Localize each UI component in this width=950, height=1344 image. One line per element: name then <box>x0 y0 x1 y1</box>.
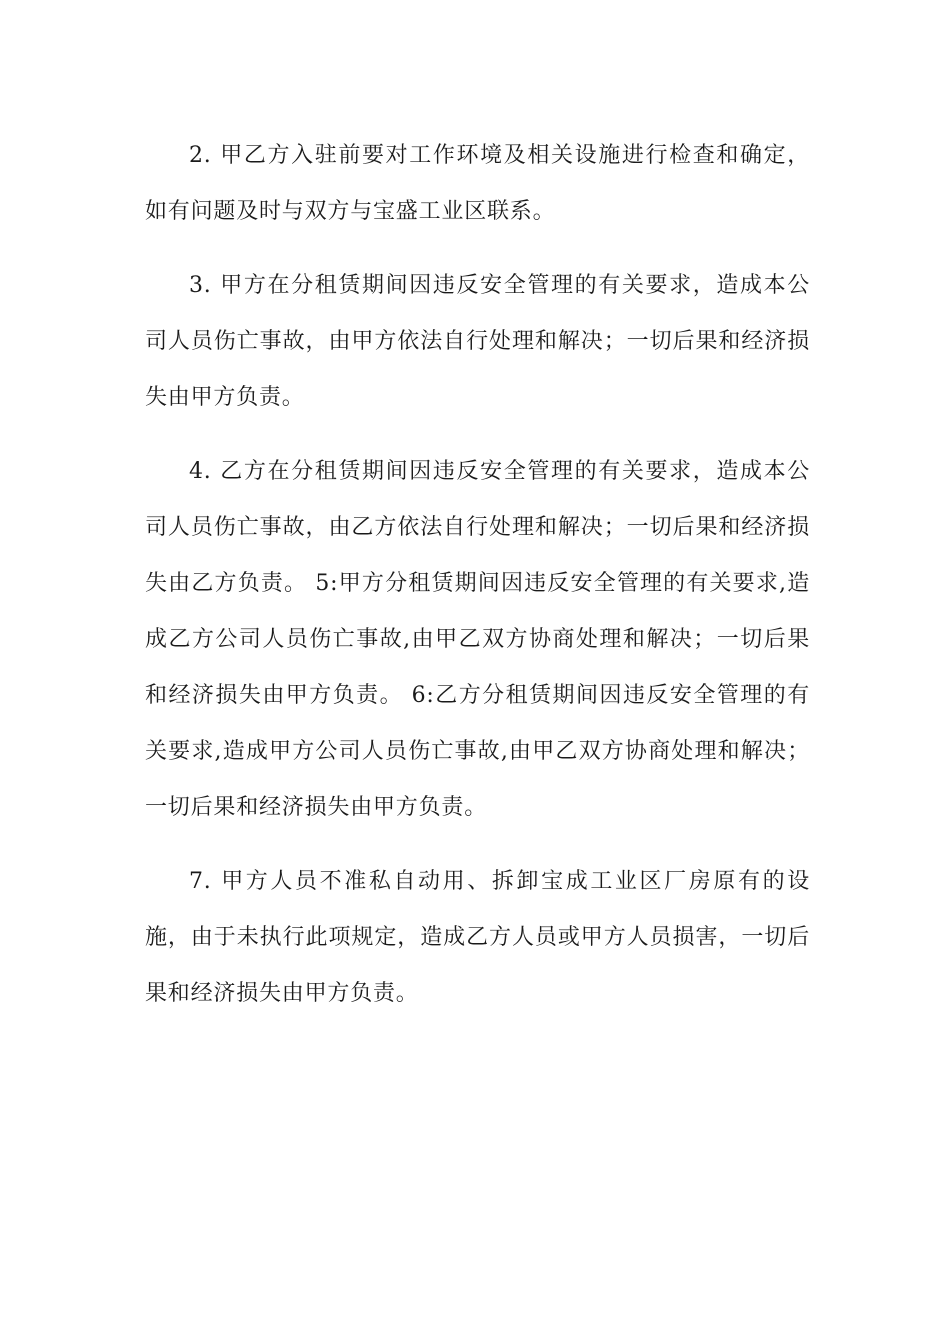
paragraph-clause-4-6: 4. 乙方在分租赁期间因违反安全管理的有关要求，造成本公司人员伤亡事故，由乙方依法自行处理和解决；一切后果和经济损失由乙方负责。 5:甲方分租赁期间因违反安全管理的有关要求,造成乙方公司人员伤亡事故,由甲乙双方协商处理和解决；一切后果和经济损失由甲方负责。 6:乙方分租赁期间因违反安全管理的有关要求,造成甲方公司人员伤亡事故,由甲乙双方协商处理和解决；一切后果和经济损失由甲方负责。 <box>145 459 810 820</box>
paragraph-clause-2: 2. 甲乙方入驻前要对工作环境及相关设施进行检查和确定，如有问题及时与双方与宝盛工业区联系。 <box>145 143 810 224</box>
paragraph-clause-3: 3. 甲方在分租赁期间因违反安全管理的有关要求，造成本公司人员伤亡事故，由甲方依法自行处理和解决；一切后果和经济损失由甲方负责。 <box>145 273 810 410</box>
document-body <box>145 128 810 1022</box>
paragraph-clause-7: 7. 甲方人员不准私自动用、拆卸宝成工业区厂房原有的设施，由于未执行此项规定，造成乙方人员或甲方人员损害，一切后果和经济损失由甲方负责。 <box>145 869 810 1006</box>
